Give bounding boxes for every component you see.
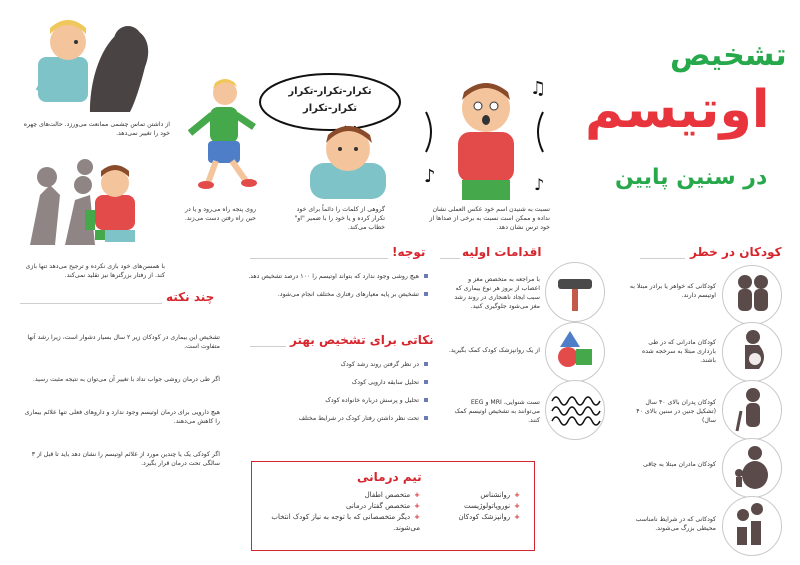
tips-title-divider xyxy=(250,346,286,347)
actions-circle-psychiatrist xyxy=(545,322,605,382)
risk-item-5: کودکانی که در شرایط نامناسب محیطی بزرگ می‌شوند. xyxy=(635,516,716,532)
team-member: +نوروپاتولوژیست xyxy=(463,502,520,510)
risk-circle-older-father xyxy=(722,380,782,440)
svg-text:♪: ♪ xyxy=(424,166,436,187)
elderly-man-icon xyxy=(723,381,781,439)
risk-item-3: کودکان پدران بالای ۴۰ سال (تشکیل جنین در سنین بالای ۴۰ سال) xyxy=(636,399,716,424)
tips-list xyxy=(240,360,428,432)
tip-item: در نظر گرفتن روند رشد کودک xyxy=(240,360,428,369)
caption-repetition: گروهی از کلمات را دائماً برای خود تکرار کرده و یا خود را با ضمیر "او" خطاب می‌کند. xyxy=(294,206,385,231)
risk-circle-siblings xyxy=(722,265,782,325)
speech-bubble-text-1: تکرار-تکرار-تکرار xyxy=(288,86,372,97)
speech-bubble-text-2: تکرار-تکرار xyxy=(302,103,358,114)
risk-circle-pregnancy xyxy=(722,322,782,382)
treatment-team-box xyxy=(251,461,535,551)
team-member: +روانشناس xyxy=(480,491,520,499)
brainwave-eeg-icon xyxy=(546,381,604,439)
risk-circle-obesity xyxy=(722,438,782,498)
child-playing-alone-illustration xyxy=(25,155,160,255)
tip-item: تحت نظر داشتن رفتار کودک در شرایط مختلف xyxy=(240,414,428,423)
note-item-4: اگر کودکی یک یا چندین مورد از علائم اوتیسم را نشان دهد باید تا قبل از ۳ سالگی تحت درمان قرار بگیرد. xyxy=(31,451,220,467)
risk-item-4: کودکان مادران مبتلا به چاقی xyxy=(643,461,716,468)
risk-title: کودکان در خطر xyxy=(690,245,782,259)
page-title: اوتیسم xyxy=(585,80,770,140)
repeating-boy-illustration xyxy=(300,125,395,200)
attention-item: هیچ روشی وجود ندارد که بتواند اوتیسم را ۱۰۰ درصد تشخیص دهد. xyxy=(240,272,428,281)
actions-title: اقدامات اولیه xyxy=(462,245,542,259)
team-member: +دیگر متخصصانی که با توجه به نیاز کودک انتخاب می‌شوند. xyxy=(271,513,420,532)
action-item-1: با مراجعه به متخصص مغز و اعصاب از بروز هر نوع بیماری که سبب ایجاد ناهنجاری در روند رشد مغز می‌شود جلوگیری کنید. xyxy=(454,276,540,310)
note-item-1: تشخیص این بیماری در کودکان زیر ۲ سال بسیار دشوار است، زیرا رشد آنها متفاوت است. xyxy=(27,334,220,350)
tip-item: تحلیل و پرسش درباره خانواده کودک xyxy=(240,396,428,405)
team-member: +متخصص گفتار درمانی xyxy=(345,502,420,510)
notes-title: چند نکته xyxy=(166,290,215,304)
tip-item: تحلیل سابقه دارویی کودک xyxy=(240,378,428,387)
caption-play-alone: با همسن‌های خود بازی نکرده و ترجیح می‌دهد تنها بازی کند. از رفتار بزرگترها نیز تقلید نمی‌کند. xyxy=(25,263,165,279)
attention-title-divider xyxy=(250,258,388,259)
note-item-3: هیچ دارویی برای درمان اوتیسم وجود ندارد و داروهای فعلی تنها علائم بیماری را کاهش می‌دهند. xyxy=(24,409,220,425)
team-member: +روانپزشک کودکان xyxy=(458,513,520,521)
attention-list xyxy=(240,272,428,308)
note-item-2: اگر طی درمان روشی جواب نداد با تغییر آن می‌توان به نتیجه مثبت رسید. xyxy=(32,376,220,383)
notes-title-divider xyxy=(20,303,162,304)
title-subtitle: در سنین پایین xyxy=(615,165,768,190)
caption-name-response: نسبت به شنیدن اسم خود عکس العملی نشان نداده و ممکن است نسبت به برخی از صداها از خود ترس نشان دهد. xyxy=(429,206,550,231)
risk-item-1: کودکانی که خواهر یا برادر مبتلا به اوتیسم دارند. xyxy=(629,283,716,299)
caption-tiptoe: روی پنجه راه می‌رود و یا در حین راه رفتن دست می‌زند. xyxy=(184,206,256,222)
caption-eye-contact: از داشتن تماس چشمی ممانعت می‌ورزد. حالت‌های چهره خود را تغییر نمی‌دهد. xyxy=(23,121,170,137)
action-item-2: از یک روانپزشک کودک کمک بگیرید. xyxy=(448,347,540,354)
pregnant-woman-icon xyxy=(723,323,781,381)
svg-text:♫: ♫ xyxy=(530,78,547,99)
team-title: تیم درمانی xyxy=(357,470,422,484)
risk-title-divider xyxy=(640,258,685,259)
team-left-column xyxy=(270,490,420,534)
scared-boy-illustration xyxy=(418,72,553,202)
action-item-3: تست شنوایی، MRI و EEG می‌توانند به تشخیص اوتیسم کمک کنند. xyxy=(454,399,540,424)
obese-mother-icon xyxy=(723,439,781,497)
siblings-icon xyxy=(723,266,781,324)
actions-circle-tests xyxy=(545,380,605,440)
svg-text:♪: ♪ xyxy=(534,175,545,194)
actions-circle-neurology xyxy=(545,262,605,322)
factory-smoke-icon xyxy=(723,497,781,555)
tips-title: نکاتی برای تشخیص بهتر xyxy=(290,333,434,347)
actions-title-divider xyxy=(440,258,460,259)
team-right-column xyxy=(420,490,520,523)
attention-item: تشخیص بر پایه معیارهای رفتاری مختلف انجام می‌شود. xyxy=(240,290,428,299)
reflex-hammer-icon xyxy=(546,263,604,321)
team-member: +متخصص اطفال xyxy=(364,491,420,499)
child-with-parent-illustration xyxy=(20,12,160,117)
risk-circle-environment xyxy=(722,496,782,556)
title-line-1: تشخیص xyxy=(670,38,787,73)
shapes-toy-icon xyxy=(546,323,604,381)
attention-title: توجه! xyxy=(392,245,426,259)
risk-item-2: کودکان مادرانی که در طی بارداری مبتلا به سرخجه شده باشند. xyxy=(642,339,716,364)
